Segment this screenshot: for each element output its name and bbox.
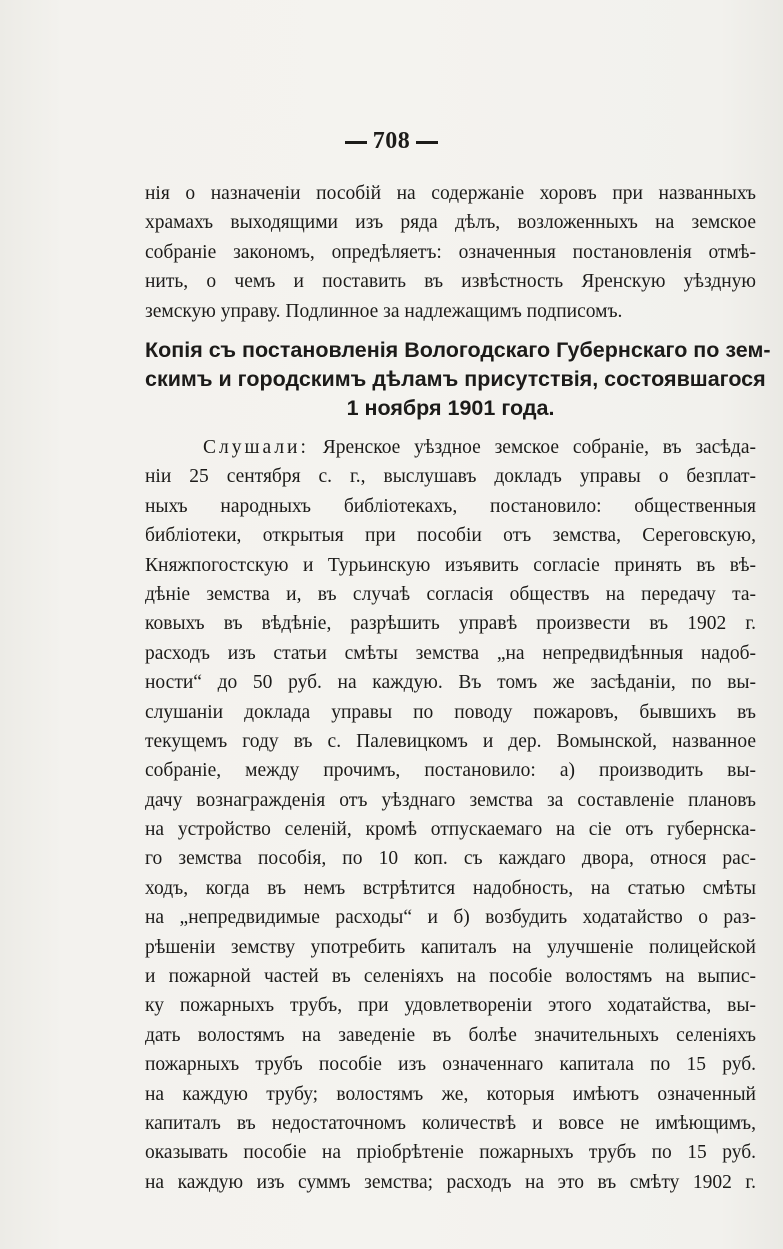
paragraph-continuation	[145, 179, 756, 326]
text-line: земскую управу. Подлинное за надлежащимъ подписомъ.	[145, 300, 623, 322]
text-line: дать волостямъ на заведеніе въ болѣе значительныхъ селеніяхъ	[145, 1024, 756, 1046]
heading-line: скимъ и городскимъ дѣламъ присутствія, состоявшагося	[145, 367, 766, 391]
lead-word: Слушали:	[203, 437, 309, 458]
text-line: на каждую трубу; волостямъ же, которыя имѣютъ означенный	[145, 1083, 756, 1105]
text-line: текущемъ году въ с. Палевицкомъ и дер. Вомынской, названное	[145, 730, 756, 752]
text-line: оказывать пособіе на пріобрѣтеніе пожарныхъ трубъ по 15 руб.	[145, 1142, 756, 1164]
text-line: Княжпогостскую и Турьинскую изъявить согласіе принять въ вѣ-	[145, 554, 756, 576]
text-line: ніи 25 сентября с. г., выслушавъ докладъ управы о безплат-	[145, 466, 756, 488]
text-line: дѣніе земства и, въ случаѣ согласія обществъ на передачу та-	[145, 583, 756, 605]
text-line: пожарныхъ трубъ пособіе изъ означеннаго капитала по 15 руб.	[145, 1054, 756, 1076]
section-heading	[145, 336, 771, 423]
text-line: ку пожарныхъ трубъ, при удовлетвореніи этого ходатайства, вы-	[145, 995, 756, 1017]
heading-line: 1 ноября 1901 года.	[346, 396, 555, 420]
text-line: храмахъ выходящими изъ ряда дѣлъ, возложенныхъ на земское	[145, 212, 756, 234]
resolution-paragraph	[145, 433, 756, 1197]
text-line: на „непредвидимые расходы“ и б) возбудить ходатайство о раз-	[145, 907, 756, 929]
text-line: нить, о чемъ и поставить въ извѣстность Яренскую уѣздную	[145, 271, 756, 293]
text-line-first	[145, 433, 756, 462]
text-line: библіотеки, открытыя при пособіи отъ земства, Сереговскую,	[145, 525, 756, 547]
text-line: на каждую изъ суммъ земства; расходъ на это въ смѣту 1902 г.	[145, 1171, 756, 1193]
page-number-dash-left	[345, 141, 367, 144]
page-number-dash-right	[416, 141, 438, 144]
text-line: капиталъ въ недостаточномъ количествѣ и вовсе не имѣющимъ,	[145, 1112, 756, 1134]
text-line: ности“ до 50 руб. на каждую. Въ томъ же засѣданіи, по вы-	[145, 672, 756, 694]
heading-line: Копія съ постановленія Вологодскаго Губернскаго по зем-	[145, 338, 771, 362]
text-line: нія о назначеніи пособій на содержаніе хоровъ при названныхъ	[145, 183, 756, 204]
text-line: слушаніи доклада управы по поводу пожаровъ, бывшихъ въ	[145, 701, 756, 723]
page-number	[0, 128, 783, 155]
text-line: ходъ, когда въ немъ встрѣтится надобность, на статью смѣты	[145, 877, 756, 899]
page-number-value: 708	[372, 128, 411, 154]
text-line: и пожарной частей въ селеніяхъ на пособіе волостямъ на выпис-	[145, 966, 756, 988]
text-line: дачу вознагражденія отъ уѣзднаго земства за составленіе плановъ	[145, 789, 756, 811]
text-line: собраніе, между прочимъ, постановило: а) производить вы-	[145, 760, 756, 782]
text-line: собраніе закономъ, опредѣляетъ: означенныя постановленія отмѣ-	[145, 241, 756, 263]
text-line-rest: Яренское уѣздное земское собраніе, въ засѣда-	[308, 437, 756, 458]
text-line: расходъ изъ статьи смѣты земства „на непредвидѣнныя надоб-	[145, 642, 756, 664]
text-line: ныхъ народныхъ библіотекахъ, постановило: общественныя	[145, 495, 756, 517]
text-line: го земства пособія, по 10 коп. съ каждаго двора, относя рас-	[145, 848, 756, 870]
text-line: ковыхъ въ вѣдѣніе, разрѣшить управѣ произвести въ 1902 г.	[145, 613, 756, 635]
text-line: рѣшеніи земству употребить капиталъ на улучшеніе полицейской	[145, 936, 756, 958]
text-line: на устройство селеній, кромѣ отпускаемаго на сіе отъ губернска-	[145, 819, 756, 841]
